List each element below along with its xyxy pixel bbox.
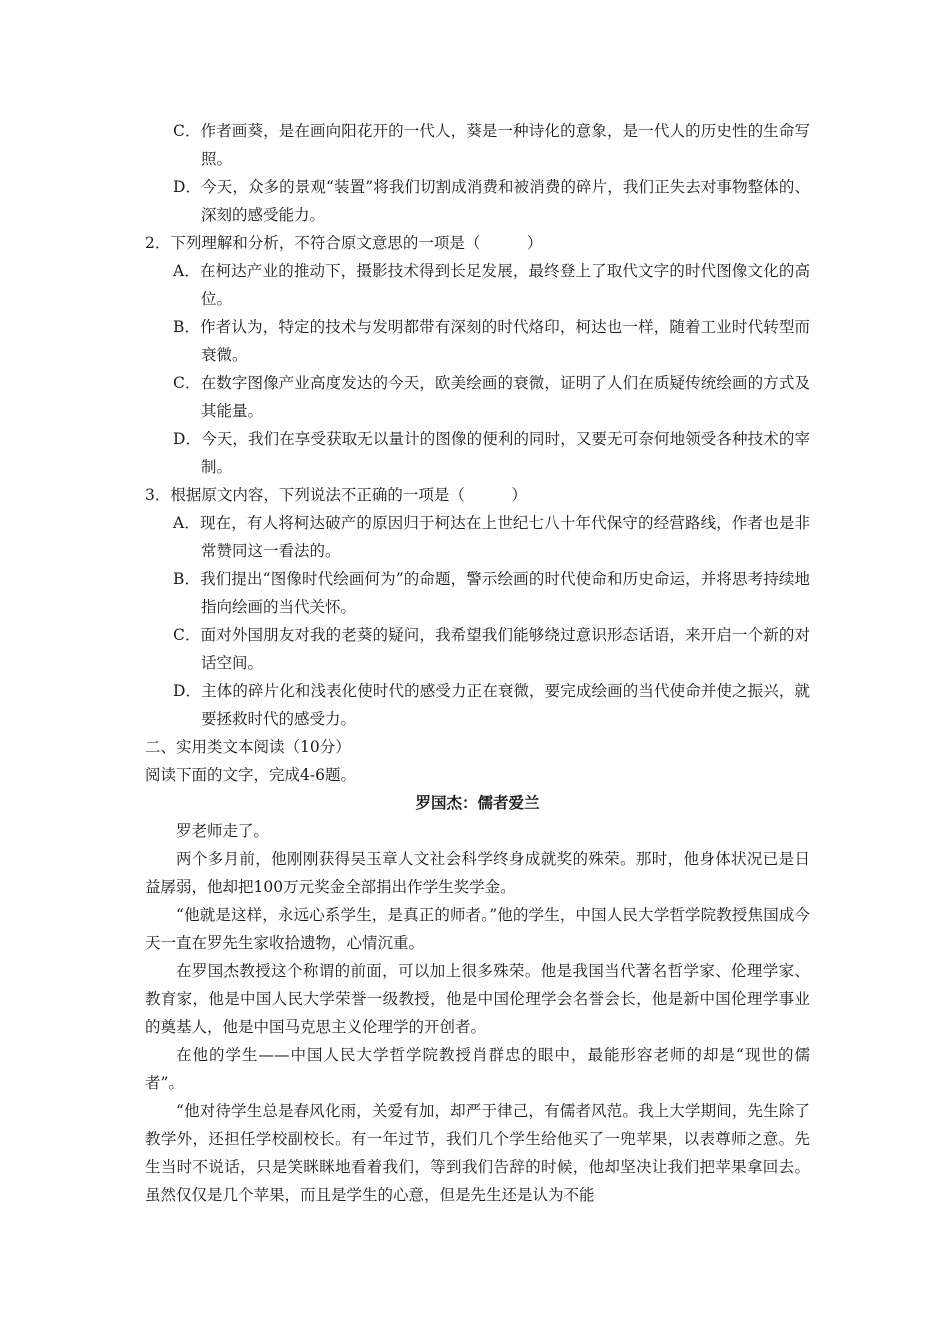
q3-option-d: D．主体的碎片化和浅表化使时代的感受力正在衰微，要完成绘画的当代使命并使之振兴，就要拯救时代的感受力。 bbox=[173, 682, 810, 728]
q3-option-a: A．现在，有人将柯达破产的原因归于柯达在上世纪七八十年代保守的经营路线，作者也是非常赞同这一看法的。 bbox=[173, 514, 810, 560]
article-paragraph-4: 在罗国杰教授这个称谓的前面，可以加上很多殊荣。他是我国当代著名哲学家、伦理学家、教育家，他是中国人民大学荣誉一级教授，他是中国伦理学会名誉会长，他是新中国伦理学事业的奠基人，他是中国马克思主义伦理学的开创者。 bbox=[145, 962, 810, 1036]
q1-option-c: C．作者画葵，是在画向阳花开的一代人，葵是一种诗化的意象，是一代人的历史性的生命写照。 bbox=[173, 122, 810, 168]
section-heading: 二、实用类文本阅读（10分） bbox=[145, 738, 351, 756]
document-page bbox=[145, 117, 810, 1209]
article-paragraph-3: “他就是这样，永远心系学生，是真正的师者。”他的学生，中国人民大学哲学院教授焦国成今天一直在罗先生家收拾遗物，心情沉重。 bbox=[145, 906, 810, 952]
q1-option-d: D．今天，众多的景观“装置”将我们切割成消费和被消费的碎片，我们正失去对事物整体的、深刻的感受能力。 bbox=[173, 178, 810, 224]
q2-stem: 2．下列理解和分析，不符合原文意思的一项是（ ） bbox=[145, 234, 543, 252]
article-title: 罗国杰：儒者爱兰 bbox=[415, 794, 540, 812]
article-paragraph-5: 在他的学生——中国人民大学哲学院教授肖群忠的眼中，最能形容老师的却是“现世的儒者”。 bbox=[145, 1046, 810, 1092]
q3-stem: 3．根据原文内容，下列说法不正确的一项是（ ） bbox=[145, 486, 527, 504]
q2-option-c: C．在数字图像产业高度发达的今天，欧美绘画的衰微，证明了人们在质疑传统绘画的方式及其能量。 bbox=[173, 374, 810, 420]
q2-option-b: B．作者认为，特定的技术与发明都带有深刻的时代烙印，柯达也一样，随着工业时代转型而衰微。 bbox=[173, 318, 810, 364]
q2-option-a: A．在柯达产业的推动下，摄影技术得到长足发展，最终登上了取代文字的时代图像文化的高位。 bbox=[173, 262, 810, 308]
article-paragraph-2: 两个多月前，他刚刚获得吴玉章人文社会科学终身成就奖的殊荣。那时，他身体状况已是日益孱弱，他却把100万元奖金全部捐出作学生奖学金。 bbox=[145, 850, 810, 896]
article-paragraph-6: “他对待学生总是春风化雨，关爱有加，却严于律己，有儒者风范。我上大学期间，先生除了教学外，还担任学校副校长。有一年过节，我们几个学生给他买了一兜苹果，以表尊师之意。先生当时不说话，只是笑眯眯地看着我们，等到我们告辞的时候，他却坚决让我们把苹果拿回去。虽然仅仅是几个苹果，而且是学生的心意，但是先生还是认为不能 bbox=[145, 1102, 810, 1204]
q2-option-d: D．今天，我们在享受获取无以量计的图像的便利的同时，又要无可奈何地领受各种技术的宰制。 bbox=[173, 430, 810, 476]
q3-option-b: B．我们提出“图像时代绘画何为”的命题，警示绘画的时代使命和历史命运，并将思考持续地指向绘画的当代关怀。 bbox=[173, 570, 810, 616]
q2-options bbox=[173, 257, 810, 481]
q3-option-c: C．面对外国朋友对我的老葵的疑问，我希望我们能够绕过意识形态话语，来开启一个新的对话空间。 bbox=[173, 626, 810, 672]
article-paragraph-1: 罗老师走了。 bbox=[176, 822, 270, 840]
section-instruction: 阅读下面的文字，完成4-6题。 bbox=[145, 766, 356, 784]
q1-options-continued bbox=[173, 117, 810, 229]
q3-options bbox=[173, 509, 810, 733]
